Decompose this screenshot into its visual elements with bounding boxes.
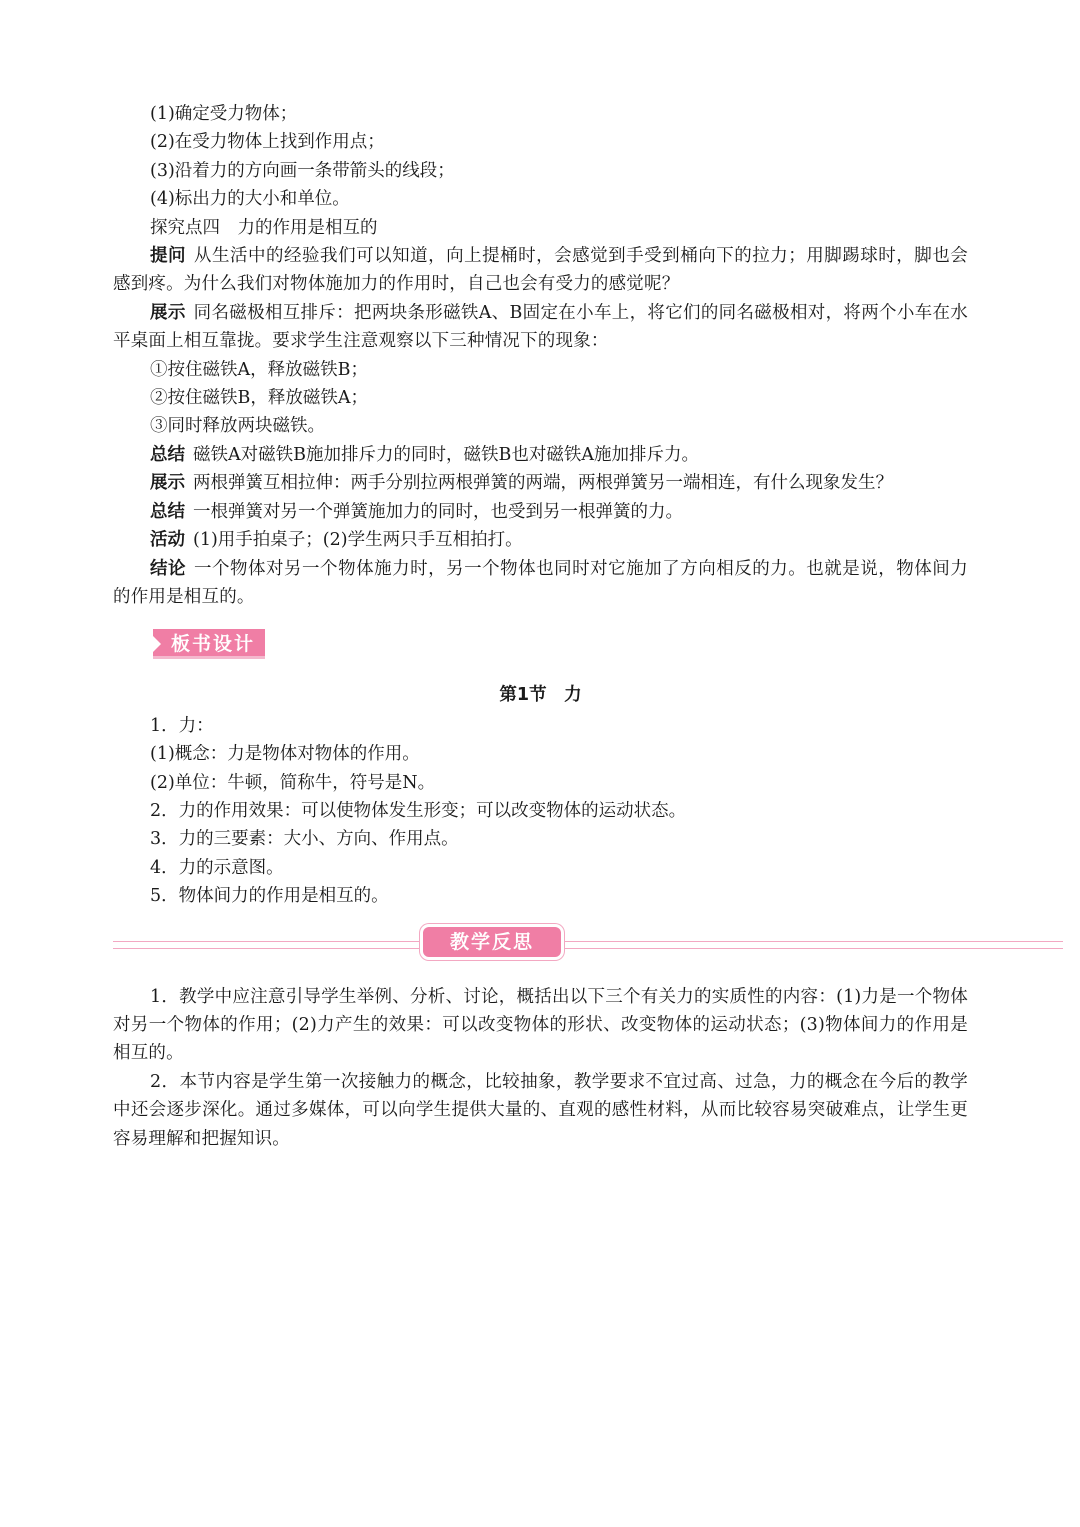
demo-label-2: 展示 [150, 473, 185, 494]
board-item-4: 4．力的示意图。 [150, 857, 284, 878]
conclusion-paragraph [113, 555, 968, 612]
document-page [113, 100, 968, 1153]
step-2: (2)在受力物体上找到作用点； [150, 132, 385, 153]
reflection-divider [113, 921, 968, 971]
board-item-3: 3．力的三要素：大小、方向、作用点。 [150, 829, 459, 850]
summary-spring-text: 一根弹簧对另一个弹簧施加力的同时，也受到另一根弹簧的力。 [193, 501, 683, 522]
question-text: 从生活中的经验我们可以知道，向上提桶时，会感觉到手受到桶向下的拉力；用脚踢球时，脚也会感到疼。为什么我们对物体施加力的作用时，自己也会有受力的感觉呢？ [113, 246, 968, 295]
demo-label: 展示 [150, 302, 186, 323]
board-item-1: 1．力： [150, 715, 214, 736]
question-paragraph [113, 242, 968, 299]
step-3: (3)沿着力的方向画一条带箭头的线段； [150, 160, 455, 181]
conclusion-text: 一个物体对另一个物体施力时，另一个物体也同时对它施加了方向相反的力。也就是说，物体间力的作用是相互的。 [113, 558, 968, 607]
divider-rule [113, 941, 1063, 949]
banner-arrow-icon [153, 636, 161, 652]
summary-label: 总结 [150, 444, 185, 465]
step-1: (1)确定受力物体； [150, 104, 298, 124]
demo-spring [113, 469, 968, 497]
demo-magnet-text: 同名磁极相互排斥：把两块条形磁铁A、B固定在小车上，将它们的同名磁极相对，将两个小车在水平桌面上相互靠拢。要求学生注意观察以下三种情况下的现象： [113, 302, 968, 352]
summary-magnet-text: 磁铁A对磁铁B施加排斥力的同时，磁铁B也对磁铁A施加排斥力。 [193, 444, 699, 465]
question-label: 提问 [150, 246, 187, 267]
case-3: ③同时释放两块磁铁。 [150, 416, 325, 437]
case-1: ①按住磁铁A，释放磁铁B； [150, 359, 368, 380]
step-4: (4)标出力的大小和单位。 [150, 189, 350, 210]
conclusion-label: 结论 [150, 558, 187, 579]
activity [113, 526, 968, 554]
case-2: ②按住磁铁B，释放磁铁A； [150, 388, 368, 409]
reflection-paragraph-2: 2．本节内容是学生第一次接触力的概念，比较抽象，教学要求不宜过高、过急，力的概念在今后的教学中还会逐步深化。通过多媒体，可以向学生提供大量的、直观的感性材料，从而比较容易突破难点，让学生更容易理解和把握知识。 [113, 1071, 968, 1149]
board-title: 第1节 力 [499, 685, 582, 706]
demo-spring-text: 两根弹簧互相拉伸：两手分别拉两根弹簧的两端，两根弹簧另一端相连，有什么现象发生？ [193, 473, 893, 494]
summary-spring [113, 498, 968, 526]
board-design-banner: 板书设计 [153, 629, 265, 659]
board-item-2: 2．力的作用效果：可以使物体发生形变；可以改变物体的运动状态。 [150, 800, 687, 821]
board-item-5: 5．物体间力的作用是相互的。 [150, 886, 389, 907]
summary-label-2: 总结 [150, 501, 185, 522]
summary-magnet [113, 441, 968, 469]
board-design-banner-wrap [113, 619, 968, 671]
reflection-paragraph-1: 1．教学中应注意引导学生举例、分析、讨论，概括出以下三个有关力的实质性的内容：(1)力是一个物体对另一个物体的作用；(2)力产生的效果：可以改变物体的形状、改变物体的运动状态；(3)物体间力的作用是相互的。 [113, 986, 968, 1064]
activity-label: 活动 [150, 530, 185, 551]
activity-text: (1)用手拍桌子；(2)学生两只手互相拍打。 [193, 530, 523, 551]
board-item-1-1: (1)概念：力是物体对物体的作用。 [150, 744, 420, 765]
reflection-banner: 教学反思 [423, 927, 561, 957]
board-item-1-2: (2)单位：牛顿，简称牛，符号是N。 [150, 772, 436, 793]
section-heading: 探究点四 力的作用是相互的 [150, 217, 378, 238]
demo-magnet-paragraph [113, 299, 968, 356]
